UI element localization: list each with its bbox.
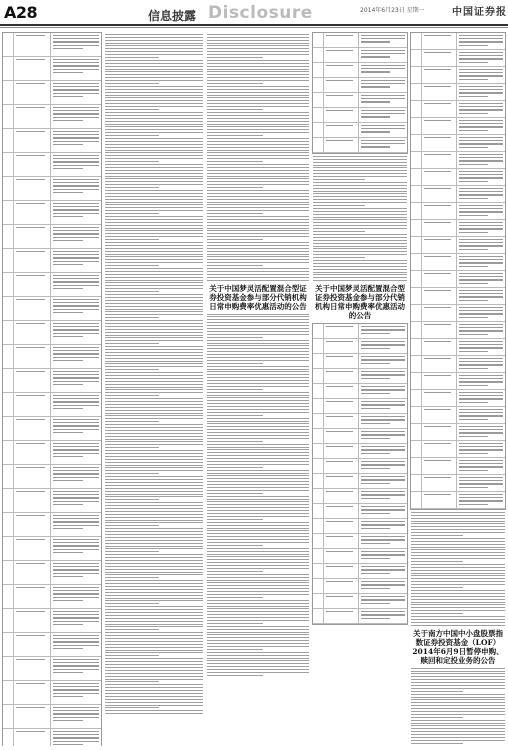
table-row [411, 424, 505, 441]
table-row [411, 390, 505, 407]
section-title-en: Disclosure [208, 3, 313, 23]
table-row [313, 534, 407, 549]
page-header [0, 0, 508, 24]
table-row [3, 369, 101, 393]
table-row [411, 203, 505, 220]
column-1 [2, 32, 102, 746]
table-row [313, 504, 407, 519]
table-row [3, 465, 101, 489]
masthead-logo: 中国证券报 [452, 7, 507, 18]
table-row [3, 201, 101, 225]
table-row [411, 356, 505, 373]
table-row [411, 254, 505, 271]
header-rule [0, 24, 508, 26]
body-text-4a [312, 156, 408, 281]
table-row [411, 373, 505, 390]
table-row [3, 681, 101, 705]
table-row [3, 537, 101, 561]
fund-table-4a [312, 32, 408, 154]
table-row [411, 67, 505, 84]
table-row [411, 101, 505, 118]
table-row [3, 249, 101, 273]
table-row [411, 407, 505, 424]
table-row [3, 321, 101, 345]
table-row [411, 237, 505, 254]
body-text-5 [410, 512, 506, 626]
body-text-3b [206, 314, 310, 676]
table-row [3, 81, 101, 105]
table-row [3, 633, 101, 657]
table-row [313, 138, 407, 153]
table-row [313, 78, 407, 93]
table-row [3, 513, 101, 537]
table-row [411, 271, 505, 288]
table-row [3, 417, 101, 441]
table-row [3, 609, 101, 633]
column-5 [410, 32, 506, 746]
table-row [3, 105, 101, 129]
table-row [411, 220, 505, 237]
table-row [313, 384, 407, 399]
table-row [313, 459, 407, 474]
table-row [3, 225, 101, 249]
table-row [313, 564, 407, 579]
table-row [313, 549, 407, 564]
table-row [313, 63, 407, 78]
table-row [313, 399, 407, 414]
table-row [313, 93, 407, 108]
column-4 [312, 32, 408, 746]
table-row [411, 186, 505, 203]
table-row [313, 609, 407, 624]
table-row [3, 297, 101, 321]
table-row [3, 729, 101, 746]
page-number: A28 [4, 3, 38, 22]
table-row [313, 444, 407, 459]
body-text-5b [410, 668, 506, 746]
article-headline-3: 关于南方中国中小盘股票指数证券投资基金（LOF）2014年6月9日暂停申购、赎回和定投业务的公告 [412, 628, 504, 665]
issue-date: 2014年6月23日 星期一 [360, 7, 425, 14]
table-row [3, 129, 101, 153]
table-row [3, 705, 101, 729]
table-row [313, 429, 407, 444]
table-row [411, 492, 505, 509]
table-row [411, 118, 505, 135]
table-row [3, 57, 101, 81]
table-row [3, 33, 101, 57]
table-row [313, 48, 407, 63]
table-row [411, 84, 505, 101]
table-row [3, 153, 101, 177]
body-text-2 [104, 34, 204, 714]
table-row [411, 339, 505, 356]
table-row [411, 322, 505, 339]
table-row [313, 123, 407, 138]
table-row [411, 33, 505, 50]
article-headline-2: 关于中国梦灵活配置混合型证券投资基金参与部分代销机构日常申购费率优惠活动的公告 [315, 284, 405, 321]
table-row [3, 345, 101, 369]
table-row [313, 354, 407, 369]
table-row [313, 594, 407, 609]
table-row [3, 393, 101, 417]
column-2 [104, 32, 204, 746]
table-row [411, 441, 505, 458]
table-row [3, 177, 101, 201]
table-row [411, 50, 505, 67]
article-headline-1: 关于中国梦灵活配置混合型证券投资基金参与部分代销机构日常申购费率优惠活动的公告 [209, 283, 307, 311]
table-row [3, 441, 101, 465]
table-row [411, 288, 505, 305]
table-row [313, 324, 407, 339]
table-row [313, 489, 407, 504]
table-row [411, 152, 505, 169]
header-rule-thin [0, 27, 508, 28]
column-3 [206, 32, 310, 746]
table-row [411, 169, 505, 186]
table-row [411, 458, 505, 475]
table-row [411, 135, 505, 152]
table-row [411, 305, 505, 322]
table-row [313, 579, 407, 594]
table-row [313, 519, 407, 534]
body-text-3a [206, 34, 310, 281]
fund-table-4b [312, 323, 408, 625]
section-title-cn: 信息披露 [148, 9, 197, 23]
table-row [313, 108, 407, 123]
fund-table-1 [2, 32, 102, 746]
table-row [313, 33, 407, 48]
table-row [313, 369, 407, 384]
table-row [313, 339, 407, 354]
table-row [3, 585, 101, 609]
table-row [3, 657, 101, 681]
table-row [3, 273, 101, 297]
table-row [411, 475, 505, 492]
table-row [313, 474, 407, 489]
table-row [313, 414, 407, 429]
fund-table-5 [410, 32, 506, 510]
table-row [3, 489, 101, 513]
table-row [3, 561, 101, 585]
